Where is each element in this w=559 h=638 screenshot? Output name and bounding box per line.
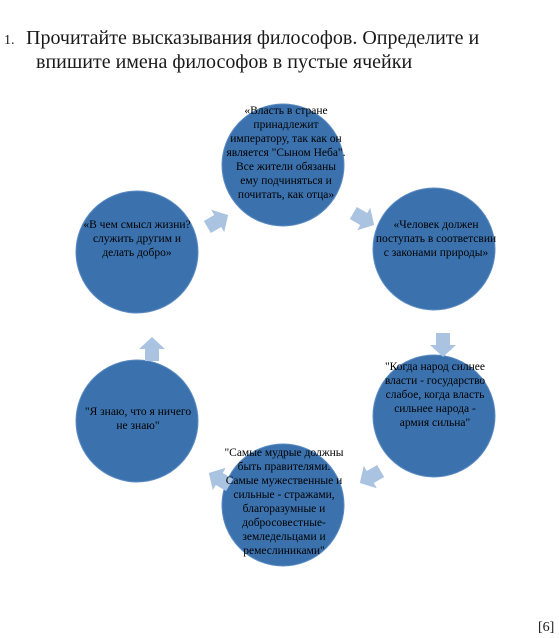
- cycle-node-text-1: «Власть в стране принадлежит императору, так как он является "Сыном Неба". Все жители обязаны ему подчиняться и почитать, как отца»: [226, 105, 346, 201]
- score-label: [6]: [538, 620, 555, 635]
- task-text-line-2: впишите имена философов в пустые ячейки: [36, 51, 413, 73]
- cycle-node-text-5: "Я знаю, что я ничего не знаю": [84, 406, 192, 432]
- cycle-node-text-4: "Самые мудрые должны быть правителями. Самые мужественные и сильные - стражами, благоразумные и добросовестные- земледельцами и ремеслиниками": [224, 447, 344, 557]
- cycle-node-text-3: "Когда народ силнее власти - государство слабое, когда власть сильнее народа - армия сильна": [384, 361, 486, 429]
- cycle-arrow-2: [430, 333, 456, 357]
- cycle-arrow-6: [201, 204, 235, 239]
- cycle-node-text-6: «В чем смысл жизни? служить другим и делать добро»: [83, 219, 191, 259]
- cycle-arrow-5: [139, 337, 165, 361]
- cycle-node-text-2: «Человек должен поступать в соответсвии с законами природы»: [375, 219, 497, 259]
- cycle-arrow-3: [353, 460, 387, 495]
- task-number: 1.: [4, 33, 15, 48]
- task-text-line-1: Прочитайте высказывания философов. Определите и: [26, 27, 480, 49]
